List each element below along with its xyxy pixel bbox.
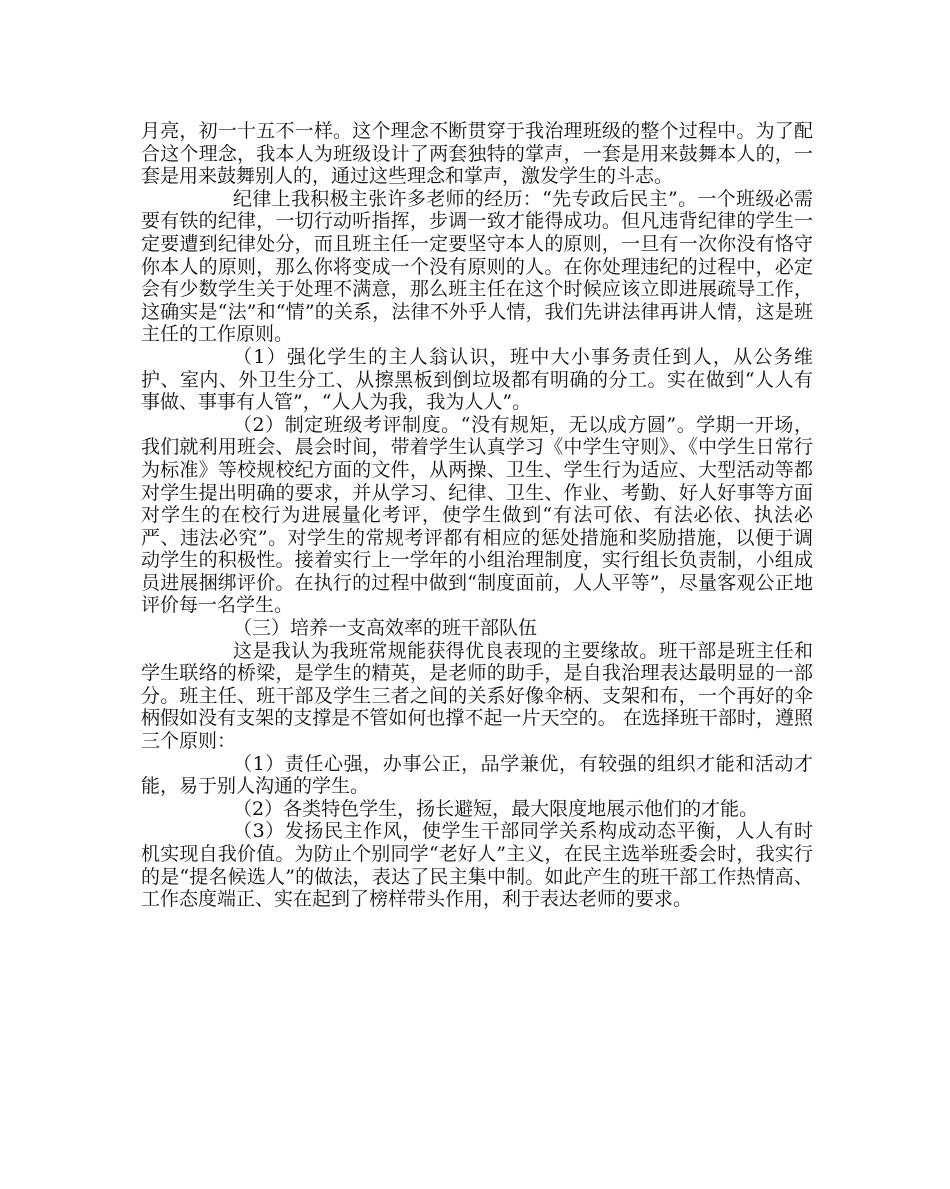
paragraph-8: （3）发扬民主作风，使学生干部同学关系构成动态平衡，人人有时机实现自我价值。为防止个别同学“老好人”主义，在民主选举班委会时，我实行的是“提名候选人”的做法，表达了民主集中制。如此产生的班干部工作热情高、工作态度端正、实在起到了榜样带头作用，利于表达老师的要求。	[141, 820, 813, 911]
paragraph-2: 纪律上我积极主张许多老师的经历：“先专政后民主”。一个班级必需要有铁的纪律，一切行动听指挥，步调一致才能得成功。但凡违背纪律的学生一定要遭到纪律处分，而且班主任一定要坚守本人的原则，一旦有一次你没有恪守你本人的原则，那么你将变成一个没有原则的人。在你处理违纪的过程中，必定会有少数学生关于处理不满意，那么班主任在这个时候应该立即进展疏导工作，这确实是“法”和“情”的关系，法律不外乎人情，我们先讲法律再讲人情，这是班主任的工作原则。	[141, 187, 813, 346]
paragraph-6: （1）责任心强，办事公正，品学兼优，有较强的组织才能和活动才能，易于别人沟通的学生。	[141, 752, 813, 798]
paragraph-1: 月亮，初一十五不一样。这个理念不断贯穿于我治理班级的整个过程中。为了配合这个理念，我本人为班级设计了两套独特的掌声，一套是用来鼓舞本人的，一套是用来鼓舞别人的，通过这些理念和掌声，激发学生的斗志。	[141, 120, 813, 188]
paragraph-7: （2）各类特色学生，扬长避短，最大限度地展示他们的才能。	[233, 797, 759, 820]
paragraph-3: （1）强化学生的主人翁认识，班中大小事务责任到人，从公务维护、室内、外卫生分工、从擦黑板到倒垃圾都有明确的分工。实在做到“人人有事做、事事有人管”，“人人为我，我为人人”。	[141, 345, 813, 414]
paragraph-4: （2）制定班级考评制度。“没有规矩，无以成方圆”。学期一开场，我们就利用班会、晨会时间，带着学生认真学习《中学生守则》、《中学生日常行为标准》等校规校纪方面的文件，从两操、卫生、学生行为适应、大型活动等都对学生提出明确的要求，并从学习、纪律、卫生、作业、考勤、好人好事等方面对学生的在校行为进展量化考评，使学生做到“有法可依、有法必依、执法必严、违法必究”。对学生的常规考评都有相应的惩处措施和奖励措施，以便于调动学生的积极性。接着实行上一学年的小组治理制度，实行组长负责制，小组成员进展捆绑评价。在执行的过程中做到“制度面前，人人平等”，尽量客观公正地评价每一名学生。	[141, 413, 813, 617]
paragraph-5: 这是我认为我班常规能获得优良表现的主要缘故。班干部是班主任和学生联络的桥梁，是学生的精英，是老师的助手，是自我治理表达最明显的一部分。班主任、班干部及学生三者之间的关系好像伞柄、支架和布，一个再好的伞柄假如没有支架的支撑是不管如何也撑不起一片天空的。 在选择班干部时，遵照三个原则：	[141, 639, 813, 753]
section-heading: （三）培养一支高效率的班干部队伍	[233, 617, 538, 640]
document-page	[141, 120, 813, 911]
